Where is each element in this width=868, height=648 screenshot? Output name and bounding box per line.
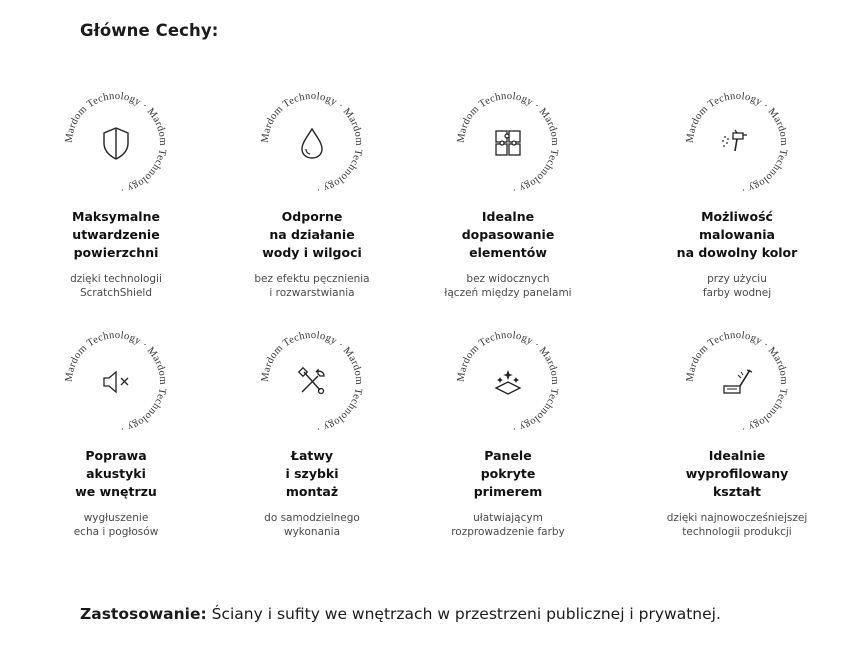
feature-title: Łatwy i szybki montaż <box>285 448 339 499</box>
badge-text: Mardom Technology · Mardom Technology · <box>455 329 561 434</box>
usage-label: Zastosowanie: <box>80 605 207 623</box>
speaker-mute-icon <box>96 362 136 402</box>
feature-card <box>639 88 835 300</box>
feature-card <box>639 327 835 539</box>
feature-card <box>410 88 606 300</box>
feature-card <box>214 327 410 539</box>
sparkle-panel-icon <box>488 362 528 402</box>
feature-description: wygłuszenie echa i pogłosów <box>73 512 159 538</box>
feature-card <box>18 88 214 300</box>
technology-badge <box>453 327 563 437</box>
puzzle-icon <box>488 123 528 163</box>
feature-title: Idealnie wyprofilowany kształt <box>685 448 789 499</box>
water-drop-icon <box>292 123 332 163</box>
feature-description: bez widocznych łączeń między panelami <box>444 273 572 299</box>
feature-card <box>18 327 214 539</box>
feature-title: Możliwość malowania na dowolny kolor <box>676 209 798 260</box>
technology-badge <box>257 327 367 437</box>
badge-text: Mardom Technology · Mardom Technology · <box>259 329 365 434</box>
feature-card <box>214 88 410 300</box>
badge-text: Mardom Technology · Mardom Technology · <box>684 329 790 434</box>
feature-description: ułatwiającym rozprowadzenie farby <box>451 512 565 538</box>
feature-title: Idealne dopasowanie elementów <box>461 209 555 260</box>
badge-text: Mardom Technology · Mardom Technology · <box>63 90 169 195</box>
feature-title: Panele pokryte primerem <box>473 448 543 499</box>
technology-badge <box>453 88 563 198</box>
badge-text: Mardom Technology · Mardom Technology · <box>63 329 169 434</box>
badge-text: Mardom Technology · Mardom Technology · <box>455 90 561 195</box>
section-heading: Główne Cechy: <box>80 21 219 40</box>
technology-badge <box>257 88 367 198</box>
feature-title: Maksymalne utwardzenie powierzchni <box>72 209 160 260</box>
tools-icon <box>292 362 332 402</box>
technology-badge <box>682 88 792 198</box>
feature-card <box>410 327 606 539</box>
feature-title: Odporne na działanie wody i wilgoci <box>262 209 362 260</box>
feature-description: bez efektu pęcznienia i rozwarstwiania <box>254 273 370 299</box>
technology-badge <box>61 327 171 437</box>
profiling-tool-icon <box>717 362 757 402</box>
technology-badge <box>61 88 171 198</box>
usage-line <box>80 605 721 623</box>
badge-text: Mardom Technology · Mardom Technology · <box>259 90 365 195</box>
feature-title: Poprawa akustyki we wnętrzu <box>75 448 157 499</box>
feature-description: przy użyciu farby wodnej <box>702 273 772 299</box>
shield-icon <box>96 123 136 163</box>
feature-description: dzięki najnowocześniejszej technologii produkcji <box>666 512 808 538</box>
badge-text: Mardom Technology · Mardom Technology · <box>684 90 790 195</box>
usage-text: Ściany i sufity we wnętrzach w przestrzeni publicznej i prywatnej. <box>206 605 721 623</box>
technology-badge <box>682 327 792 437</box>
feature-description: do samodzielnego wykonania <box>264 512 360 538</box>
feature-description: dzięki technologii ScratchShield <box>70 273 162 299</box>
spray-gun-icon <box>717 123 757 163</box>
